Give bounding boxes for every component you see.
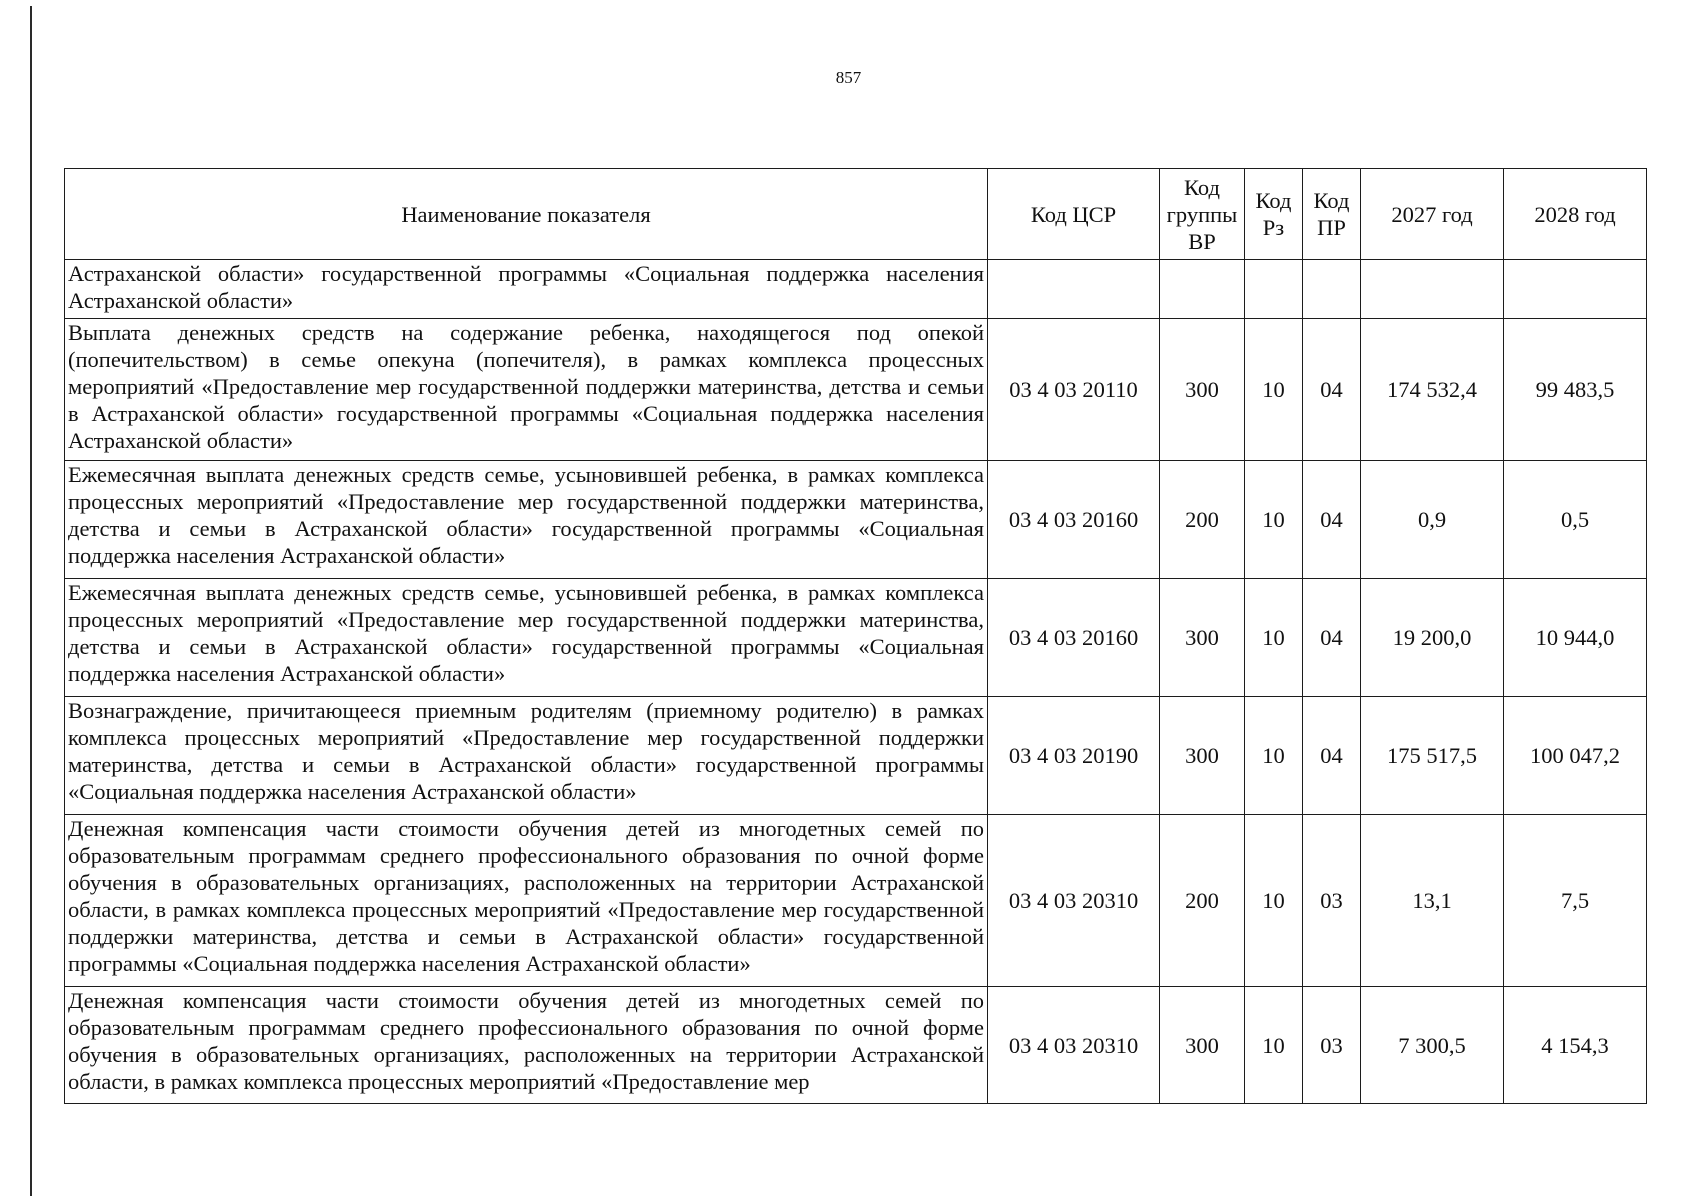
- table-row: [65, 319, 1647, 461]
- row-csr: [988, 260, 1160, 319]
- row-name: Выплата денежных средств на содержание ребенка, находящегося под опекой (попечительством) в семье опекуна (попечителя), в рамках комплекса процессных мероприятий «Предоставление мер государственной поддержки материнства, детства и семьи в Астраханской области» государственной программы «Социальная поддержка населения Астраханской области»: [65, 319, 988, 461]
- row-pr: 03: [1303, 815, 1361, 987]
- row-rz: 10: [1245, 319, 1303, 461]
- table-row: [65, 260, 1647, 319]
- row-csr: 03 4 03 20310: [988, 987, 1160, 1104]
- page-number: 857: [835, 68, 862, 87]
- row-rz: 10: [1245, 579, 1303, 697]
- row-pr: 03: [1303, 987, 1361, 1104]
- row-rz: 10: [1245, 461, 1303, 579]
- row-pr: 04: [1303, 579, 1361, 697]
- row-vr: 300: [1160, 579, 1245, 697]
- row-2027: 175 517,5: [1361, 697, 1504, 815]
- row-2027: 174 532,4: [1361, 319, 1504, 461]
- table-row: [65, 579, 1647, 697]
- row-name: Денежная компенсация части стоимости обучения детей из многодетных семей по образовательным программам среднего профессионального образования по очной форме обучения в образовательных организациях, расположенных на территории Астраханской области, в рамках комплекса процессных мероприятий «Предоставление мер государственной поддержки материнства, детства и семьи в Астраханской области» государственной программы «Социальная поддержка населения Астраханской области»: [65, 815, 988, 987]
- table-row: [65, 461, 1647, 579]
- row-csr: 03 4 03 20160: [988, 461, 1160, 579]
- row-2028: 10 944,0: [1504, 579, 1647, 697]
- row-name: Ежемесячная выплата денежных средств семье, усыновившей ребенка, в рамках комплекса процессных мероприятий «Предоставление мер государственной поддержки материнства, детства и семьи в Астраханской области» государственной программы «Социальная поддержка населения Астраханской области»: [65, 461, 988, 579]
- budget-table: [64, 168, 1647, 1104]
- table-row: [65, 815, 1647, 987]
- row-pr: 04: [1303, 697, 1361, 815]
- row-name: Вознаграждение, причитающееся приемным родителям (приемному родителю) в рамках комплекса процессных мероприятий «Предоставление мер государственной поддержки материнства, детства и семьи в Астраханской области» государственной программы «Социальная поддержка населения Астраханской области»: [65, 697, 988, 815]
- row-vr: 300: [1160, 987, 1245, 1104]
- row-csr: 03 4 03 20160: [988, 579, 1160, 697]
- row-csr: 03 4 03 20110: [988, 319, 1160, 461]
- header-name: Наименование показателя: [65, 169, 988, 260]
- row-pr: [1303, 260, 1361, 319]
- row-2027: [1361, 260, 1504, 319]
- row-2028: 99 483,5: [1504, 319, 1647, 461]
- header-pr: Код ПР: [1303, 169, 1361, 260]
- table-row: [65, 987, 1647, 1104]
- row-2028: 4 154,3: [1504, 987, 1647, 1104]
- binding-margin-line: [30, 6, 32, 1196]
- row-vr: 300: [1160, 697, 1245, 815]
- header-rz: Код Рз: [1245, 169, 1303, 260]
- row-name: Астраханской области» государственной программы «Социальная поддержка населения Астраханской области»: [65, 260, 988, 319]
- row-vr: [1160, 260, 1245, 319]
- table-row: [65, 697, 1647, 815]
- header-2027: 2027 год: [1361, 169, 1504, 260]
- row-pr: 04: [1303, 319, 1361, 461]
- table-header-row: [65, 169, 1647, 260]
- row-2027: 0,9: [1361, 461, 1504, 579]
- row-2027: 7 300,5: [1361, 987, 1504, 1104]
- row-rz: 10: [1245, 815, 1303, 987]
- row-rz: 10: [1245, 987, 1303, 1104]
- header-vr: Код группы ВР: [1160, 169, 1245, 260]
- row-csr: 03 4 03 20190: [988, 697, 1160, 815]
- row-rz: 10: [1245, 697, 1303, 815]
- row-vr: 200: [1160, 461, 1245, 579]
- header-2028: 2028 год: [1504, 169, 1647, 260]
- row-vr: 300: [1160, 319, 1245, 461]
- row-csr: 03 4 03 20310: [988, 815, 1160, 987]
- row-2027: 13,1: [1361, 815, 1504, 987]
- row-2028: 0,5: [1504, 461, 1647, 579]
- row-vr: 200: [1160, 815, 1245, 987]
- row-2028: [1504, 260, 1647, 319]
- row-rz: [1245, 260, 1303, 319]
- header-csr: Код ЦСР: [988, 169, 1160, 260]
- row-2027: 19 200,0: [1361, 579, 1504, 697]
- row-name-cell: [65, 987, 988, 1104]
- row-name: Ежемесячная выплата денежных средств семье, усыновившей ребенка, в рамках комплекса процессных мероприятий «Предоставление мер государственной поддержки материнства, детства и семьи в Астраханской области» государственной программы «Социальная поддержка населения Астраханской области»: [65, 579, 988, 697]
- row-2028: 7,5: [1504, 815, 1647, 987]
- row-2028: 100 047,2: [1504, 697, 1647, 815]
- row-pr: 04: [1303, 461, 1361, 579]
- row-name: Денежная компенсация части стоимости обучения детей из многодетных семей по образовательным программам среднего профессионального образования по очной форме обучения в образовательных организациях, расположенных на территории Астраханской области, в рамках комплекса процессных мероприятий «Предоставление мер: [68, 988, 984, 1094]
